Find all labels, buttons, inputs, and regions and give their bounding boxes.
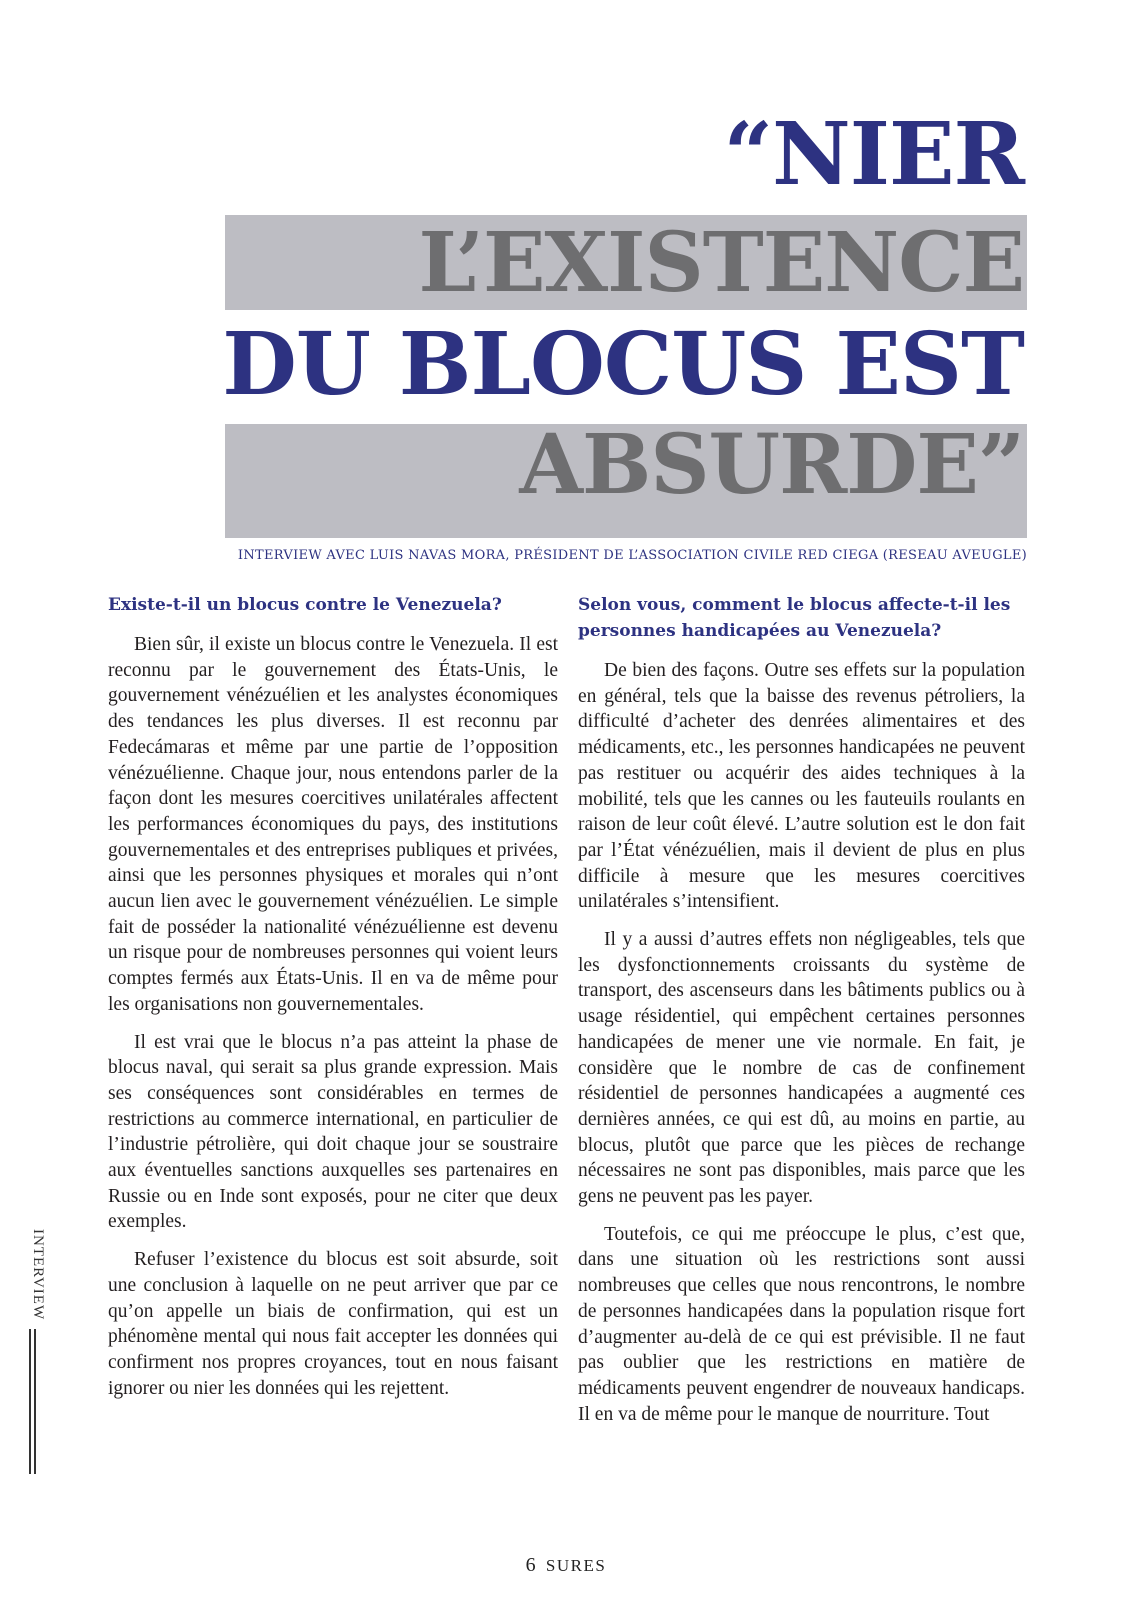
title-line-2: L’EXISTENCE <box>418 215 1024 311</box>
page-number: 6 <box>525 1554 536 1576</box>
side-rule-2 <box>34 1329 36 1474</box>
side-rule-1 <box>29 1329 31 1474</box>
answer-paragraph: Bien sûr, il existe un blocus contre le Venezuela. Il est reconnu par le gouvernement des États-Unis, le gouvernement vénézuélien et les analystes économiques des tendances les plus diverses. Il est reconnu par Fedecámaras et même par une partie de l’opposition vénézuélienne. Chaque jour, nous entendons parler de la façon dont les mesures coercitives unilatérales affectent les performances économiques du pays, des institutions gouvernementales et des entreprises publiques et privées, ainsi que les personnes physiques et morales qui n’ont aucun lien avec le gouvernement vénézuélien. Le simple fait de posséder la nationalité vénézuélienne est devenu un risque pour de nombreuses personnes qui voient leurs comptes fermés aux États-Unis. Il en va de même pour les organisations non gouvernementales. <box>108 634 558 1015</box>
title-line-4: ABSURDE” <box>519 417 1024 513</box>
answer-paragraph: Toutefois, ce qui me préoccupe le plus, c’est que, dans une situation où les restrictions sont aussi nombreuses que celles que nous rencontrons, le nombre de personnes handicapées dans la population risque fort d’augmenter au-delà de ce qui est prévisible. Il ne faut pas oublier que les restrictions en matière de médicaments peuvent engendrer de nouveaux handicaps. Il en va de même pour le manque de nourriture. Tout <box>578 1223 1025 1425</box>
question-1: Existe-t-il un blocus contre le Venezuela? <box>108 595 502 615</box>
magazine-name: SURES <box>545 1556 607 1575</box>
section-side-label <box>26 1229 46 1474</box>
answer-paragraph: Il est vrai que le blocus n’a pas atteint la phase de blocus naval, qui serait sa plus grande expression. Mais ses conséquences sont considérables en termes de restrictions au commerce international, en particulier de l’industrie pétrolière, qui doit chaque jour se soustraire aux éventuelles sanctions auxquelles ses partenaires en Russie ou en Inde sont exposés, pour ne citer que deux exemples. <box>108 1031 558 1233</box>
title-line-1: “NIER <box>723 104 1024 205</box>
answer-paragraph: De bien des façons. Outre ses effets sur la population en général, tels que la baisse des revenus pétroliers, la difficulté d’acheter des denrées alimentaires et des médicaments, etc., les personnes handicapées ne peuvent pas restituer ou acquérir des aides techniques à la mobilité, tels que les cannes ou les fauteuils roulants en raison de leur coût élevé. L’autre solution est le don fait par l’État vénézuélien, mais il devient de plus en plus difficile à mesure que les mesures coercitives unilatérales s’intensifient. <box>578 660 1025 913</box>
left-column <box>108 592 558 1413</box>
answer-paragraph: Il y a aussi d’autres effets non négligeables, tels que les dysfonctionnements croissants du système de transport, des ascenseurs dans les bâtiments publics ou à usage résidentiel, qui empêchent certaines personnes handicapées de mener une vie normale. En fait, je considère que le nombre de cas de confinement résidentiel de personnes handicapées a augmenté ces dernières années, ce qui est dû, au moins en partie, au blocus, plutôt que parce que les pièces de rechange nécessaires ne sont pas disponibles, mais parce que les gens ne peuvent pas les payer. <box>578 929 1025 1208</box>
page-footer <box>0 1554 1132 1577</box>
title-line-3: DU BLOCUS EST <box>222 314 1024 415</box>
section-label-text: INTERVIEW <box>30 1229 46 1321</box>
answer-paragraph: Refuser l’existence du blocus est soit absurde, soit une conclusion à laquelle on ne peut arriver que par ce qu’on appelle un biais de confirmation, qui est un phénomène mental qui nous fait accepter les données qui confirment nos propres croyances, tout en nous faisant ignorer ou nier les données qui les rejettent. <box>108 1249 558 1399</box>
question-2: Selon vous, comment le blocus affecte-t-il les personnes handicapées au Venezuela? <box>578 595 1011 641</box>
right-column <box>578 592 1025 1439</box>
article-subtitle: INTERVIEW AVEC LUIS NAVAS MORA, PRÉSIDENT DE L’ASSOCIATION CIVILE RED CIEGA (RESEAU AVEUGLE) <box>237 548 1027 563</box>
